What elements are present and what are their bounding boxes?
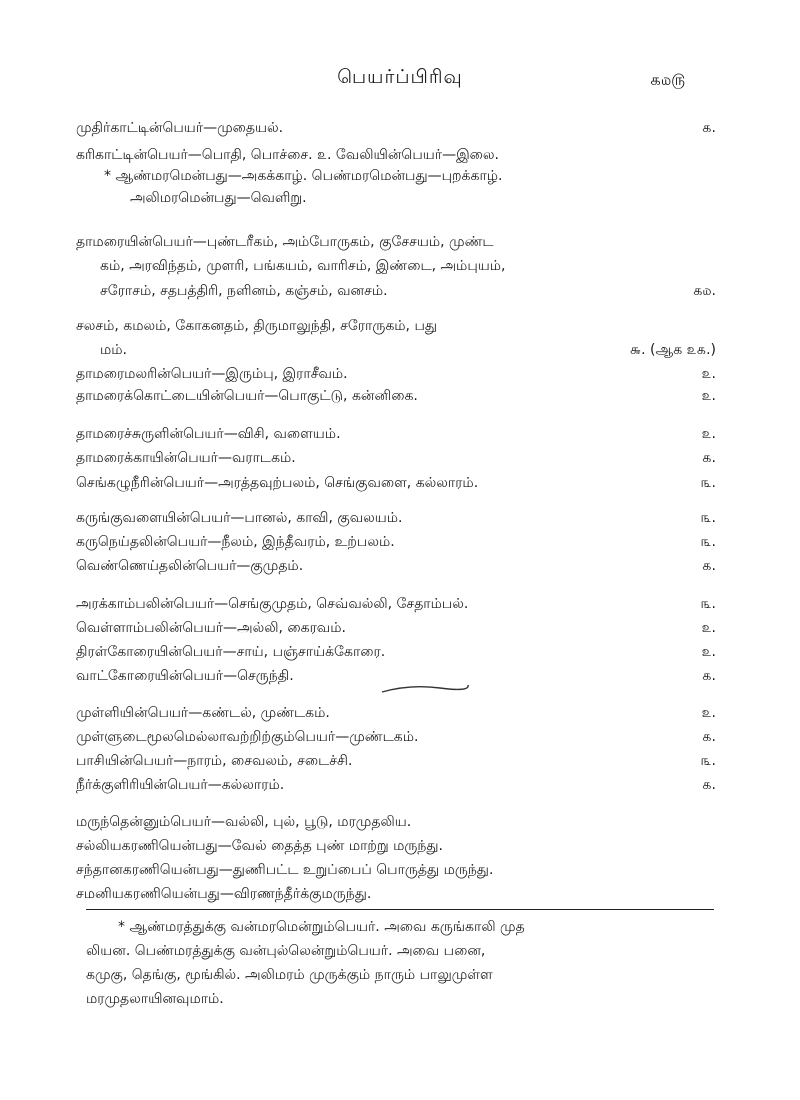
entry-line [76, 232, 716, 252]
entry-line [76, 424, 716, 444]
entry-line [76, 703, 716, 723]
footnote-line: கமுகு, தெங்கு, மூங்கில். அலிமரம் முருக்கும் நாரும் பாலுமுள்ள [86, 967, 493, 983]
entry-count: ௨. [701, 620, 716, 636]
entry-text: முள்ளுடைமூலமெல்லாவற்றிற்கும்பெயர்—முண்டகம். [76, 729, 419, 745]
entry-count: ௧. [701, 729, 716, 745]
ink-underline-mark [380, 682, 470, 696]
entry-text: அலிமரமென்பது—வெளிறு. [130, 190, 307, 206]
entry-count: ௨. [701, 388, 716, 404]
entry-count: ௨. [701, 644, 716, 660]
entry-text: மம். [100, 342, 127, 358]
entry-line [130, 188, 716, 208]
entry-line [104, 166, 716, 186]
entry-text: நீர்க்குளிரியின்பெயர்—கல்லாரம். [76, 777, 285, 793]
entry-line [76, 618, 716, 638]
entry-count: ௩. [700, 753, 716, 769]
page-number: ௧௰௫ [650, 70, 686, 89]
entry-line [76, 727, 716, 747]
entry-count: ௨. [701, 426, 716, 442]
entry-line [76, 364, 716, 384]
entry-text: வாட்கோரையின்பெயர்—செருந்தி. [76, 668, 294, 684]
entry-text: கம், அரவிந்தம், முளரி, பங்கயம், வாரிசம், இண்டை, அம்புயம், [100, 258, 506, 274]
footnote-divider [86, 909, 714, 910]
entry-count: ௧. [701, 120, 716, 136]
entry-count: ௧. [701, 450, 716, 466]
entry-text: * ஆண்மரமென்பது—அகக்காழ். பெண்மரமென்பது—புறக்காழ். [104, 168, 503, 184]
entry-text: சந்தானகரணியென்பது—துணிபட்ட உறுப்பைப் பொருத்து மருந்து. [76, 862, 494, 878]
entry-text: வெண்ணெய்தலின்பெயர்—குமுதம். [76, 558, 304, 574]
entry-text: தாமரையின்பெயர்—புண்டரீகம், அம்போருகம், குசேசயம், முண்ட [76, 234, 494, 250]
entry-line [76, 532, 716, 552]
entry-text: செங்கழுநீரின்பெயர்—அரத்தவுற்பலம், செங்குவளை, கல்லாரம். [76, 475, 479, 491]
entry-text: சலசம், கமலம், கோகனதம், திருமாலுந்தி, சரோருகம், பது [76, 318, 438, 334]
footnote-line: லியன. பெண்மரத்துக்கு வன்புல்லென்றும்பெயர். அவை பனை, [86, 943, 486, 959]
entry-line [76, 508, 716, 528]
entry-line [100, 340, 716, 360]
entry-line [76, 860, 716, 880]
entry-line [76, 775, 716, 795]
entry-line [76, 751, 716, 771]
entry-text: முதிர்காட்டின்பெயர்—முதையல். [76, 120, 284, 136]
entry-line [76, 473, 716, 493]
entry-count: ௩. [700, 534, 716, 550]
entry-count: ௧. [701, 668, 716, 684]
entry-count: ௧. [701, 558, 716, 574]
entry-line [100, 281, 716, 301]
entry-text: அரக்காம்பலின்பெயர்—செங்குமுதம், செவ்வல்லி, சேதாம்பல். [76, 596, 469, 612]
entry-count: ௩. [700, 475, 716, 491]
entry-line [76, 884, 716, 904]
entry-text: மருந்தென்னும்பெயர்—வல்லி, புல், பூடு, மரமுதலிய. [76, 814, 412, 830]
entry-count: ௩. [700, 510, 716, 526]
entry-line [76, 642, 716, 662]
entry-text: கரிகாட்டின்பெயர்—பொதி, பொச்சை. ௨. வேலியின்பெயர்—இலை. [76, 147, 500, 163]
entry-line [76, 118, 716, 138]
footnote-line: * ஆண்மரத்துக்கு வன்மரமென்றும்பெயர். அவை கருங்காலி முத [118, 919, 525, 935]
entry-line [76, 316, 716, 336]
page-title: பெயர்ப்பிரிவு [337, 66, 463, 88]
entry-text: கருங்குவளையின்பெயர்—பானல், காவி, குவலயம். [76, 510, 403, 526]
entry-line [76, 836, 716, 856]
footnote-line: மரமுதலாயினவுமாம். [86, 991, 224, 1007]
entry-count: ௨. [701, 366, 716, 382]
entry-count: ௩. [700, 596, 716, 612]
entry-line [100, 256, 716, 276]
entry-text: சல்லியகரணியென்பது—வேல் தைத்த புண் மாற்று மருந்து. [76, 838, 443, 854]
entry-text: கருநெய்தலின்பெயர்—நீலம், இந்தீவரம், உற்பலம். [76, 534, 395, 550]
entry-line [76, 556, 716, 576]
entry-text: முள்ளியின்பெயர்—கண்டல், முண்டகம். [76, 705, 330, 721]
entry-count: ௨. [701, 705, 716, 721]
entry-text: திரள்கோரையின்பெயர்—சாய், பஞ்சாய்க்கோரை. [76, 644, 386, 660]
entry-text: வெள்ளாம்பலின்பெயர்—அல்லி, கைரவம். [76, 620, 346, 636]
entry-count: ௧. [701, 777, 716, 793]
entry-count: ௧௰. [692, 283, 716, 299]
entry-text: பாசியின்பெயர்—நாரம், சைவலம், சடைச்சி. [76, 753, 353, 769]
entry-text: தாமரைக்கொட்டையின்பெயர்—பொகுட்டு, கன்னிகை. [76, 388, 418, 404]
entry-line [76, 812, 716, 832]
entry-text: சரோசம், சதபத்திரி, நளினம், கஞ்சம், வனசம். [100, 283, 388, 299]
entry-line [76, 145, 716, 165]
entry-text: தாமரைமலரின்பெயர்—இரும்பு, இராசீவம். [76, 366, 348, 382]
entry-text: தாமரைச்சுருளின்பெயர்—விசி, வளையம். [76, 426, 341, 442]
entry-text: தாமரைக்காயின்பெயர்—வராடகம். [76, 450, 296, 466]
entry-line [76, 448, 716, 468]
entry-line [76, 594, 716, 614]
entry-line [76, 386, 716, 406]
entry-text: சமனியகரணியென்பது—விரணந்தீர்க்குமருந்து. [76, 886, 372, 902]
entry-count: ௬. (ஆக ௨௧.) [629, 342, 716, 358]
